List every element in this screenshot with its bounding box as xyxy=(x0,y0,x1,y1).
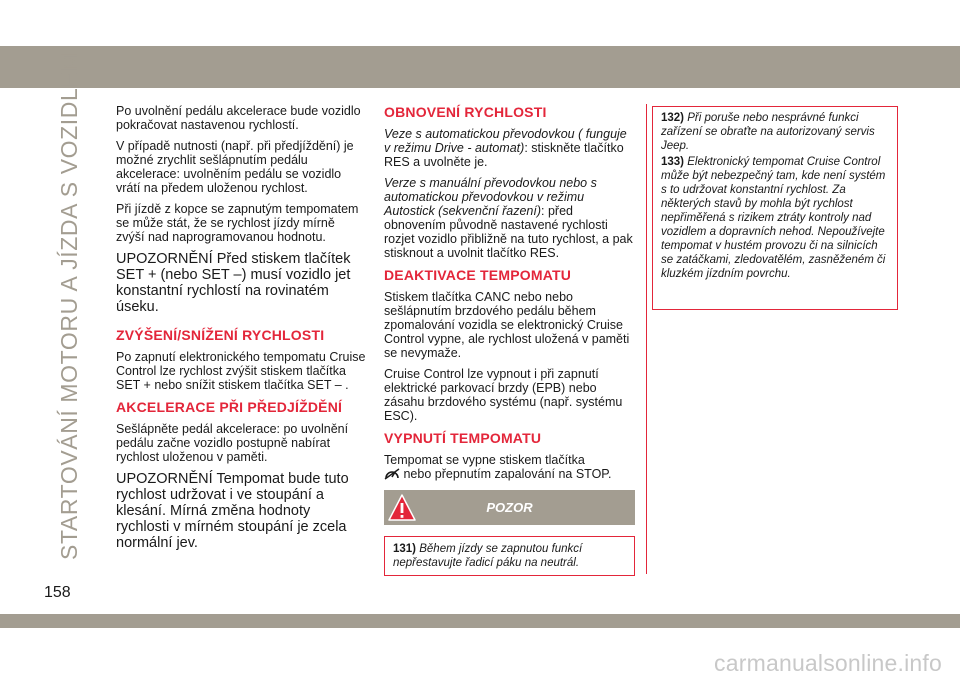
section-heading-off: VYPNUTÍ TEMPOMATU xyxy=(384,430,542,446)
section-heading-acceleration: AKCELERACE PŘI PŘEDJÍŽDĚNÍ xyxy=(116,399,343,415)
italic-text: Verze s manuální převodovkou nebo s automatickou převodovkou v režimu Autostick (sekvenční řazení) xyxy=(384,176,597,218)
watermark: carmanualsonline.info xyxy=(714,650,942,676)
paragraph: Stiskem tlačítka CANC nebo nebo sešlápnutím brzdového pedálu během zpomalování vozidla se elektronický Cruise Control vypne, ale rychlost uložená v paměti se nevymaže. xyxy=(384,290,630,360)
note-item xyxy=(661,155,889,281)
note-paragraph: UPOZORNĚNÍ Tempomat bude tuto rychlost udržovat i ve stoupání a klesání. Mírná změna hodnoty rychlosti v mírném stoupání je zcela normální jev. xyxy=(116,471,349,551)
note-number: 133) xyxy=(661,156,685,168)
paragraph: V případě nutnosti (např. při předjíždění) je možné zrychlit sešlápnutím pedálu akcelerace: uvolněním pedálu se vozidlo vrátí na předem uloženou rychlost. xyxy=(116,139,354,195)
note-paragraph: UPOZORNĚNÍ Před stiskem tlačítek SET + (nebo SET –) musí vozidlo jet konstantní rychlostí na rovinatém úseku. xyxy=(116,251,351,315)
cruise-control-icon xyxy=(384,468,400,480)
page-number: 158 xyxy=(44,584,71,601)
pozor-banner: POZOR xyxy=(384,490,635,525)
bottom-band xyxy=(0,614,960,628)
warning-notes-card xyxy=(652,106,898,310)
paragraph: Po zapnutí elektronického tempomatu Cruise Control lze rychlost zvýšit stiskem tlačítka SET + nebo snížit stiskem tlačítka SET – . xyxy=(116,350,366,392)
paragraph: Po uvolnění pedálu akcelerace bude vozidlo pokračovat nastavenou rychlostí. xyxy=(116,104,361,132)
top-band xyxy=(0,46,960,88)
pozor-text-box xyxy=(384,536,635,576)
note-number: 131) xyxy=(393,543,417,555)
section-heading-speed: ZVÝŠENÍ/SNÍŽENÍ RYCHLOSTI xyxy=(116,327,325,343)
side-chapter-title: STARTOVÁNÍ MOTORU A JÍZDA S VOZIDLEM xyxy=(56,51,82,560)
paragraph: Cruise Control lze vypnout i při zapnutí elektrické parkovací brzdy (EPB) nebo zásahu brzdového systému (např. systému ESC). xyxy=(384,367,623,423)
warning-triangle-icon xyxy=(387,493,417,523)
text: Tempomat se vypne stiskem tlačítka xyxy=(384,453,585,467)
note-number: 132) xyxy=(661,112,685,124)
italic-text: funguje v režimu Drive - automat) xyxy=(384,127,627,155)
italic-text: Veze s automatickou převodovkou ( xyxy=(384,127,583,141)
note-text: Při poruše nebo nesprávné funkci zařízení se obraťte na autorizovaný servis Jeep. xyxy=(661,112,875,152)
paragraph: Sešlápněte pedál akcelerace: po uvolnění pedálu začne vozidlo postupně nabírat rychlost uloženou v paměti. xyxy=(116,422,349,464)
left-column xyxy=(116,104,366,563)
paragraph xyxy=(384,176,636,260)
note-item xyxy=(661,111,889,153)
section-heading-restore: OBNOVENÍ RYCHLOSTI xyxy=(384,104,547,120)
column-divider xyxy=(646,104,647,574)
paragraph: Při jízdě z kopce se zapnutým tempomatem se může stát, že se rychlost jízdy mírně zvýší nad naprogramovanou hodnotu. xyxy=(116,202,359,244)
text: : před obnovením původně nastavené rychlosti rozjet vozidlo přibližně na tuto rychlost, a pak stisknout a uvolnit tlačítko RES. xyxy=(384,204,633,260)
text: nebo přepnutím zapalování na STOP. xyxy=(403,467,612,481)
note-text: Elektronický tempomat Cruise Control může být nebezpečný tam, kde není systém s to udržovat konstantní rychlost. Za některých stavů by mohla být rychlost nepřiměřená s rizikem ztráty kontroly nad vozidlem a dopravních nehod. Nepoužívejte tempomat v hustém provozu či na silnicích se zatáčkami, zledovatělém, zasněženém či kluzkém jízdním povrchu. xyxy=(661,156,886,280)
section-heading-deactivation: DEAKTIVACE TEMPOMATU xyxy=(384,267,572,283)
paragraph xyxy=(384,453,636,481)
note-text: Během jízdy se zapnutou funkcí nepřestavujte řadicí páku na neutrál. xyxy=(393,543,583,569)
paragraph xyxy=(384,127,636,169)
text: : stiskněte tlačítko RES a uvolněte je. xyxy=(384,141,624,169)
middle-column xyxy=(384,104,636,488)
